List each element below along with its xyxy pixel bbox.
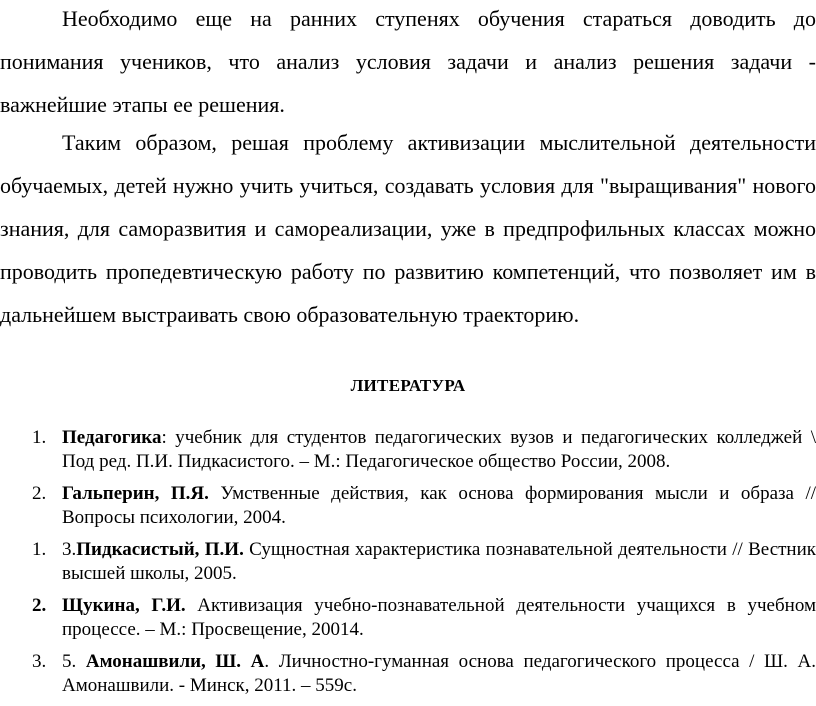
- reference-item: [0, 538, 816, 586]
- reference-text: Сущностная характеристика познавательной деятельности // Вестник высшей школы, 2005.: [62, 539, 816, 584]
- reference-author: Амонашвили, Ш. А: [85, 651, 265, 672]
- reference-item: [0, 650, 816, 698]
- reference-item: [0, 482, 816, 530]
- reference-text: Активизация учебно-познавательной деятельности учащихся в учебном процессе. – М.: Просвещение, 20014.: [62, 595, 816, 640]
- reference-number: 1.: [32, 427, 47, 448]
- paragraph-conclusion: Таким образом, решая проблему активизации мыслительной деятельности обучаемых, детей нужно учить учиться, создавать условия для "выращивания" нового знания, для саморазвития и самореализации, уже в предпрофильных классах можно проводить пропедевтическую работу по развитию компетенций, что позволяет им в дальнейшем выстраивать свою образовательную траекторию.: [0, 130, 816, 327]
- reference-author: Педагогика: [62, 427, 162, 448]
- reference-author: Щукина, Г.И.: [62, 595, 186, 616]
- reference-number: 2.: [32, 483, 47, 504]
- paragraph-analysis: Необходимо еще на ранних ступенях обучения стараться доводить до понимания учеников, что анализ условия задачи и анализ решения задачи - важнейшие этапы ее решения.: [0, 6, 816, 117]
- reference-text: : учебник для студентов педагогических вузов и педагогических колледжей \ Под ред. П.И. Пидкасистого. – М.: Педагогическое общество России, 2008.: [62, 427, 816, 472]
- reference-text: Умственные действия, как основа формирования мысли и образа // Вопросы психологии, 2004.: [62, 483, 816, 528]
- reference-item: [0, 426, 816, 474]
- reference-number: 3.: [32, 651, 47, 672]
- reference-number: 1.: [32, 539, 47, 560]
- reference-prefix: 5.: [62, 651, 86, 672]
- reference-number: 2.: [32, 595, 47, 616]
- reference-item: [0, 594, 816, 642]
- reference-author: Пидкасистый, П.И.: [76, 539, 244, 560]
- literature-heading: ЛИТЕРАТУРА: [350, 376, 466, 395]
- literature-list: [0, 426, 816, 706]
- reference-prefix: 3.: [62, 539, 77, 560]
- reference-author: Гальперин, П.Я.: [62, 483, 209, 504]
- reference-text: . Личностно-гуманная основа педагогического процесса / Ш. А. Амонашвили. - Минск, 2011. – 559с.: [62, 651, 816, 696]
